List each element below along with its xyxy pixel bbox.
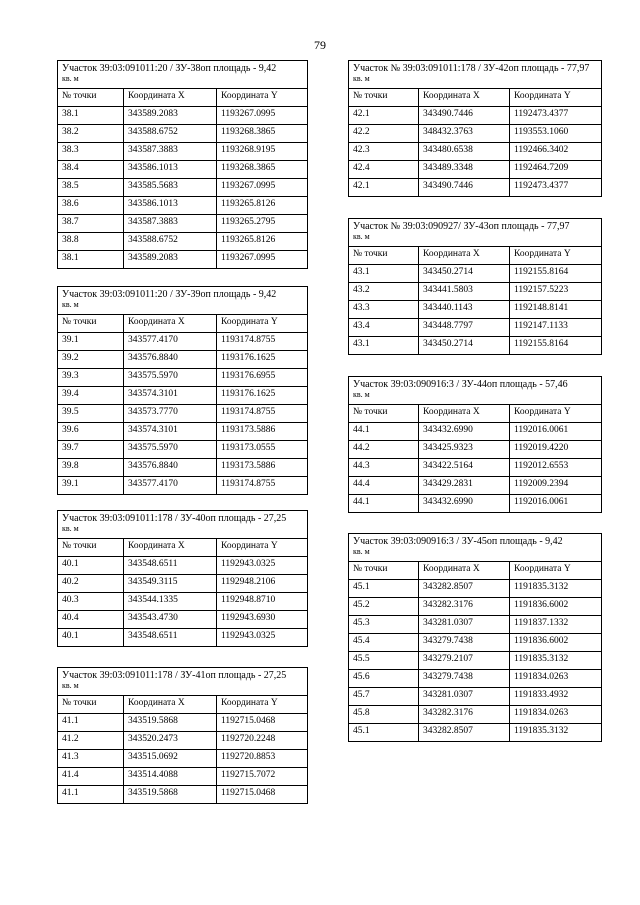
point-number-cell: 44.4: [349, 476, 419, 494]
coordinate-x-cell: 343577.4170: [124, 332, 217, 350]
table-row: [349, 336, 602, 354]
coordinate-y-header: Координата Y: [510, 246, 602, 264]
plot-caption: [58, 668, 308, 696]
table-row: [349, 597, 602, 615]
plot-caption: [349, 534, 602, 562]
plot-table-38: [57, 60, 308, 269]
table-caption-row: [58, 511, 308, 539]
coordinate-x-cell: 343279.7438: [419, 669, 510, 687]
table-header-row: [58, 88, 308, 106]
coordinate-y-cell: 1192012.6553: [510, 458, 602, 476]
point-number-cell: 45.5: [349, 651, 419, 669]
table-row: [58, 767, 308, 785]
table-header-row: [349, 88, 602, 106]
point-number-cell: 40.1: [58, 556, 124, 574]
table-row: [58, 332, 308, 350]
plot-table-45: [348, 533, 602, 742]
coordinate-x-cell: 343574.3101: [124, 386, 217, 404]
coordinate-y-header: Координата Y: [217, 314, 308, 332]
table-row: [58, 232, 308, 250]
point-number-cell: 42.1: [349, 106, 419, 124]
table-row: [349, 615, 602, 633]
coordinate-y-cell: 1193268.3865: [217, 160, 308, 178]
table-row: [349, 160, 602, 178]
table-caption-row: [349, 534, 602, 562]
table-row: [349, 687, 602, 705]
point-number-cell: 40.4: [58, 610, 124, 628]
coordinate-x-cell: 343279.2107: [419, 651, 510, 669]
table-row: [58, 214, 308, 232]
coordinate-x-cell: 343576.8840: [124, 458, 217, 476]
table-row: [58, 592, 308, 610]
coordinate-y-cell: 1192943.0325: [217, 628, 308, 646]
point-number-cell: 38.2: [58, 124, 124, 142]
coordinate-x-header: Координата X: [419, 246, 510, 264]
coordinate-x-cell: 343548.6511: [124, 556, 217, 574]
plot-area-unit: кв. м: [62, 523, 79, 533]
coordinate-x-header: Координата X: [124, 695, 217, 713]
table-header-row: [349, 561, 602, 579]
coordinate-y-header: Координата Y: [510, 404, 602, 422]
coordinate-y-cell: 1192473.4377: [510, 178, 602, 196]
point-number-cell: 38.1: [58, 250, 124, 268]
coordinate-x-header: Координата X: [124, 538, 217, 556]
table-row: [58, 556, 308, 574]
point-number-cell: 44.3: [349, 458, 419, 476]
table-row: [349, 669, 602, 687]
plot-title: Участок 39:03:091011:178 / ЗУ-41оп площадь - 27,25: [62, 670, 287, 681]
coordinate-y-cell: 1193173.5886: [217, 458, 308, 476]
coordinate-y-cell: 1193176.1625: [217, 386, 308, 404]
point-number-cell: 39.3: [58, 368, 124, 386]
coordinate-x-cell: 343282.3176: [419, 705, 510, 723]
table-row: [349, 476, 602, 494]
table-row: [58, 440, 308, 458]
point-number-header: № точки: [58, 538, 124, 556]
coordinate-x-cell: 343589.2083: [124, 250, 217, 268]
point-number-cell: 42.3: [349, 142, 419, 160]
table-row: [349, 142, 602, 160]
table-header-row: [58, 695, 308, 713]
coordinate-x-cell: 343573.7770: [124, 404, 217, 422]
table-header-row: [58, 538, 308, 556]
coordinate-x-cell: 343585.5683: [124, 178, 217, 196]
table-caption-row: [58, 61, 308, 89]
plot-area-unit: кв. м: [62, 299, 79, 309]
table-row: [349, 318, 602, 336]
point-number-header: № точки: [58, 88, 124, 106]
point-number-cell: 39.1: [58, 476, 124, 494]
coordinate-x-cell: 343432.6990: [419, 422, 510, 440]
coordinate-y-cell: 1192157.5223: [510, 282, 602, 300]
coordinate-x-cell: 343575.5970: [124, 440, 217, 458]
plot-area-unit: кв. м: [353, 73, 370, 83]
table-row: [349, 579, 602, 597]
coordinate-y-cell: 1191835.3132: [510, 651, 602, 669]
coordinate-y-cell: 1191836.6002: [510, 597, 602, 615]
table-row: [58, 196, 308, 214]
plot-title: Участок 39:03:091011:20 / ЗУ-38оп площадь - 9,42: [62, 63, 277, 74]
table-row: [58, 731, 308, 749]
point-number-cell: 38.1: [58, 106, 124, 124]
coordinate-x-cell: 343281.0307: [419, 687, 510, 705]
coordinate-y-cell: 1193267.0995: [217, 106, 308, 124]
plot-caption: [349, 219, 602, 247]
point-number-header: № точки: [349, 246, 419, 264]
coordinate-x-cell: 343281.0307: [419, 615, 510, 633]
table-row: [349, 723, 602, 741]
coordinate-x-cell: 343490.7446: [419, 106, 510, 124]
coordinate-y-cell: 1192720.8853: [217, 749, 308, 767]
coordinate-y-cell: 1192009.2394: [510, 476, 602, 494]
point-number-cell: 45.4: [349, 633, 419, 651]
coordinate-y-cell: 1191837.1332: [510, 615, 602, 633]
plot-caption: [58, 511, 308, 539]
table-header-row: [58, 314, 308, 332]
point-number-cell: 38.3: [58, 142, 124, 160]
coordinate-x-cell: 343440.1143: [419, 300, 510, 318]
table-row: [58, 142, 308, 160]
coordinate-x-cell: 343429.2831: [419, 476, 510, 494]
point-number-cell: 41.4: [58, 767, 124, 785]
point-number-cell: 42.1: [349, 178, 419, 196]
point-number-cell: 41.1: [58, 785, 124, 803]
point-number-cell: 45.1: [349, 579, 419, 597]
plot-area-unit: кв. м: [353, 231, 370, 241]
coordinate-y-cell: 1192155.8164: [510, 264, 602, 282]
coordinate-x-cell: 343480.6538: [419, 142, 510, 160]
plot-caption: [349, 61, 602, 89]
coordinate-x-cell: 343549.3115: [124, 574, 217, 592]
point-number-cell: 39.1: [58, 332, 124, 350]
table-row: [58, 574, 308, 592]
table-caption-row: [349, 377, 602, 405]
coordinate-x-cell: 343588.6752: [124, 232, 217, 250]
table-row: [349, 282, 602, 300]
coordinate-y-cell: 1192943.6930: [217, 610, 308, 628]
plot-table-41: [57, 667, 308, 804]
coordinate-x-cell: 343282.3176: [419, 597, 510, 615]
table-row: [58, 628, 308, 646]
coordinate-x-cell: 343576.8840: [124, 350, 217, 368]
coordinate-y-cell: 1193174.8755: [217, 404, 308, 422]
point-number-cell: 39.5: [58, 404, 124, 422]
table-row: [349, 458, 602, 476]
coordinate-y-header: Координата Y: [217, 88, 308, 106]
table-row: [349, 178, 602, 196]
coordinate-y-cell: 1192148.8141: [510, 300, 602, 318]
table-caption-row: [58, 287, 308, 315]
table-row: [349, 300, 602, 318]
coordinate-x-cell: 348432.3763: [419, 124, 510, 142]
coordinate-x-cell: 343441.5803: [419, 282, 510, 300]
coordinate-y-cell: 1192466.3402: [510, 142, 602, 160]
table-caption-row: [58, 668, 308, 696]
point-number-cell: 45.2: [349, 597, 419, 615]
plot-table-43: [348, 218, 602, 355]
coordinate-y-cell: 1192943.0325: [217, 556, 308, 574]
coordinate-y-cell: 1193265.2795: [217, 214, 308, 232]
point-number-cell: 43.3: [349, 300, 419, 318]
plot-title: Участок 39:03:091011:178 / ЗУ-40оп площадь - 27,25: [62, 513, 287, 524]
plot-title: Участок 39:03:090916:3 / ЗУ-45оп площадь - 9,42: [353, 536, 563, 547]
plot-caption: [58, 287, 308, 315]
coordinate-y-cell: 1193268.3865: [217, 124, 308, 142]
coordinate-y-cell: 1192147.1133: [510, 318, 602, 336]
point-number-cell: 39.7: [58, 440, 124, 458]
point-number-header: № точки: [349, 88, 419, 106]
coordinate-x-cell: 343575.5970: [124, 368, 217, 386]
table-row: [58, 476, 308, 494]
coordinate-x-cell: 343279.7438: [419, 633, 510, 651]
plot-area-unit: кв. м: [62, 680, 79, 690]
point-number-cell: 39.4: [58, 386, 124, 404]
coordinate-y-header: Координата Y: [510, 561, 602, 579]
coordinate-x-cell: 343520.2473: [124, 731, 217, 749]
point-number-cell: 38.4: [58, 160, 124, 178]
plot-table-44: [348, 376, 602, 513]
coordinate-y-cell: 1192016.0061: [510, 494, 602, 512]
coordinate-y-cell: 1191835.3132: [510, 579, 602, 597]
point-number-cell: 43.4: [349, 318, 419, 336]
table-caption-row: [349, 61, 602, 89]
plot-caption: [349, 377, 602, 405]
point-number-cell: 38.6: [58, 196, 124, 214]
table-row: [58, 610, 308, 628]
coordinate-x-cell: 343574.3101: [124, 422, 217, 440]
table-row: [349, 440, 602, 458]
table-row: [58, 250, 308, 268]
point-number-cell: 38.7: [58, 214, 124, 232]
table-row: [58, 124, 308, 142]
table-row: [58, 368, 308, 386]
coordinate-y-cell: 1192155.8164: [510, 336, 602, 354]
table-row: [58, 404, 308, 422]
point-number-cell: 44.1: [349, 494, 419, 512]
coordinate-x-cell: 343586.1013: [124, 196, 217, 214]
table-header-row: [349, 246, 602, 264]
coordinate-y-cell: 1191836.6002: [510, 633, 602, 651]
table-row: [58, 386, 308, 404]
table-row: [58, 458, 308, 476]
coordinate-x-cell: 343587.3883: [124, 142, 217, 160]
point-number-header: № точки: [349, 404, 419, 422]
coordinate-y-cell: 1192715.7072: [217, 767, 308, 785]
table-row: [349, 422, 602, 440]
coordinate-x-header: Координата X: [419, 404, 510, 422]
coordinate-y-cell: 1193173.5886: [217, 422, 308, 440]
coordinate-x-cell: 343519.5868: [124, 785, 217, 803]
point-number-cell: 45.8: [349, 705, 419, 723]
plot-area-unit: кв. м: [353, 546, 370, 556]
point-number-cell: 45.3: [349, 615, 419, 633]
coordinate-y-cell: 1192473.4377: [510, 106, 602, 124]
coordinate-x-cell: 343432.6990: [419, 494, 510, 512]
plot-caption: [58, 61, 308, 89]
table-row: [349, 633, 602, 651]
point-number-cell: 40.1: [58, 628, 124, 646]
point-number-header: № точки: [58, 314, 124, 332]
coordinate-x-cell: 343282.8507: [419, 579, 510, 597]
coordinate-x-cell: 343425.9323: [419, 440, 510, 458]
table-row: [58, 178, 308, 196]
coordinate-x-cell: 343448.7797: [419, 318, 510, 336]
plot-title: Участок № 39:03:091011:178 / ЗУ-42оп площадь - 77,97: [353, 63, 590, 74]
coordinate-y-cell: 1193265.8126: [217, 196, 308, 214]
coordinate-y-header: Координата Y: [510, 88, 602, 106]
table-row: [349, 494, 602, 512]
coordinate-y-cell: 1193267.0995: [217, 178, 308, 196]
coordinate-y-cell: 1193174.8755: [217, 476, 308, 494]
coordinate-y-cell: 1193268.9195: [217, 142, 308, 160]
coordinate-y-cell: 1192948.2106: [217, 574, 308, 592]
point-number-cell: 42.2: [349, 124, 419, 142]
coordinate-y-cell: 1193174.8755: [217, 332, 308, 350]
coordinate-x-cell: 343519.5868: [124, 713, 217, 731]
page-number: 79: [314, 38, 326, 52]
coordinate-y-cell: 1193176.1625: [217, 350, 308, 368]
coordinate-y-cell: 1191834.0263: [510, 705, 602, 723]
coordinate-x-cell: 343577.4170: [124, 476, 217, 494]
coordinate-x-cell: 343514.4088: [124, 767, 217, 785]
plot-area-unit: кв. м: [353, 389, 370, 399]
table-row: [349, 651, 602, 669]
coordinate-y-cell: 1192715.0468: [217, 785, 308, 803]
plot-title: Участок № 39:03:090927/ ЗУ-43оп площадь - 77,97: [353, 221, 570, 232]
coordinate-y-cell: 1193176.6955: [217, 368, 308, 386]
table-row: [58, 106, 308, 124]
coordinate-y-cell: 1192464.7209: [510, 160, 602, 178]
coordinate-x-cell: 343489.3348: [419, 160, 510, 178]
point-number-cell: 41.2: [58, 731, 124, 749]
coordinate-x-cell: 343586.1013: [124, 160, 217, 178]
point-number-cell: 43.2: [349, 282, 419, 300]
coordinate-x-cell: 343548.6511: [124, 628, 217, 646]
point-number-cell: 45.6: [349, 669, 419, 687]
coordinate-y-cell: 1192016.0061: [510, 422, 602, 440]
table-row: [58, 785, 308, 803]
coordinate-x-cell: 343282.8507: [419, 723, 510, 741]
point-number-cell: 41.3: [58, 749, 124, 767]
plot-table-40: [57, 510, 308, 647]
coordinate-x-cell: 343587.3883: [124, 214, 217, 232]
coordinate-x-cell: 343589.2083: [124, 106, 217, 124]
point-number-cell: 38.8: [58, 232, 124, 250]
table-row: [349, 264, 602, 282]
coordinate-x-cell: 343543.4730: [124, 610, 217, 628]
table-row: [58, 422, 308, 440]
coordinate-x-cell: 343588.6752: [124, 124, 217, 142]
table-row: [58, 713, 308, 731]
coordinate-x-cell: 343450.2714: [419, 336, 510, 354]
point-number-cell: 39.8: [58, 458, 124, 476]
point-number-cell: 45.1: [349, 723, 419, 741]
point-number-header: № точки: [349, 561, 419, 579]
coordinate-x-header: Координата X: [124, 88, 217, 106]
plot-area-unit: кв. м: [62, 73, 79, 83]
point-number-cell: 42.4: [349, 160, 419, 178]
point-number-cell: 38.5: [58, 178, 124, 196]
point-number-cell: 40.3: [58, 592, 124, 610]
coordinate-x-header: Координата X: [419, 561, 510, 579]
coordinate-x-cell: 343450.2714: [419, 264, 510, 282]
coordinate-y-cell: 1193265.8126: [217, 232, 308, 250]
point-number-cell: 44.1: [349, 422, 419, 440]
coordinate-x-cell: 343422.5164: [419, 458, 510, 476]
table-row: [58, 160, 308, 178]
point-number-cell: 44.2: [349, 440, 419, 458]
coordinate-y-cell: 1193553.1060: [510, 124, 602, 142]
point-number-cell: 40.2: [58, 574, 124, 592]
table-header-row: [349, 404, 602, 422]
table-row: [349, 106, 602, 124]
plot-table-42: [348, 60, 602, 197]
point-number-cell: 45.7: [349, 687, 419, 705]
plot-title: Участок 39:03:090916:3 / ЗУ-44оп площадь - 57,46: [353, 379, 568, 390]
coordinate-y-cell: 1191833.4932: [510, 687, 602, 705]
point-number-cell: 43.1: [349, 264, 419, 282]
coordinate-y-cell: 1191835.3132: [510, 723, 602, 741]
coordinate-y-cell: 1191834.0263: [510, 669, 602, 687]
coordinate-x-cell: 343515.0692: [124, 749, 217, 767]
point-number-header: № точки: [58, 695, 124, 713]
point-number-cell: 39.6: [58, 422, 124, 440]
table-caption-row: [349, 219, 602, 247]
table-row: [349, 705, 602, 723]
coordinate-y-cell: 1193267.0995: [217, 250, 308, 268]
plot-title: Участок 39:03:091011:20 / ЗУ-39оп площадь - 9,42: [62, 289, 277, 300]
point-number-cell: 41.1: [58, 713, 124, 731]
plot-table-39: [57, 286, 308, 495]
coordinate-x-header: Координата X: [419, 88, 510, 106]
coordinate-y-cell: 1192715.0468: [217, 713, 308, 731]
coordinate-x-header: Координата X: [124, 314, 217, 332]
coordinate-y-cell: 1192948.8710: [217, 592, 308, 610]
coordinate-y-header: Координата Y: [217, 538, 308, 556]
coordinate-x-cell: 343544.1335: [124, 592, 217, 610]
point-number-cell: 39.2: [58, 350, 124, 368]
table-row: [58, 749, 308, 767]
coordinate-y-cell: 1192720.2248: [217, 731, 308, 749]
table-row: [349, 124, 602, 142]
coordinate-y-cell: 1192019.4220: [510, 440, 602, 458]
coordinate-y-cell: 1193173.0555: [217, 440, 308, 458]
table-row: [58, 350, 308, 368]
coordinate-y-header: Координата Y: [217, 695, 308, 713]
coordinate-x-cell: 343490.7446: [419, 178, 510, 196]
point-number-cell: 43.1: [349, 336, 419, 354]
